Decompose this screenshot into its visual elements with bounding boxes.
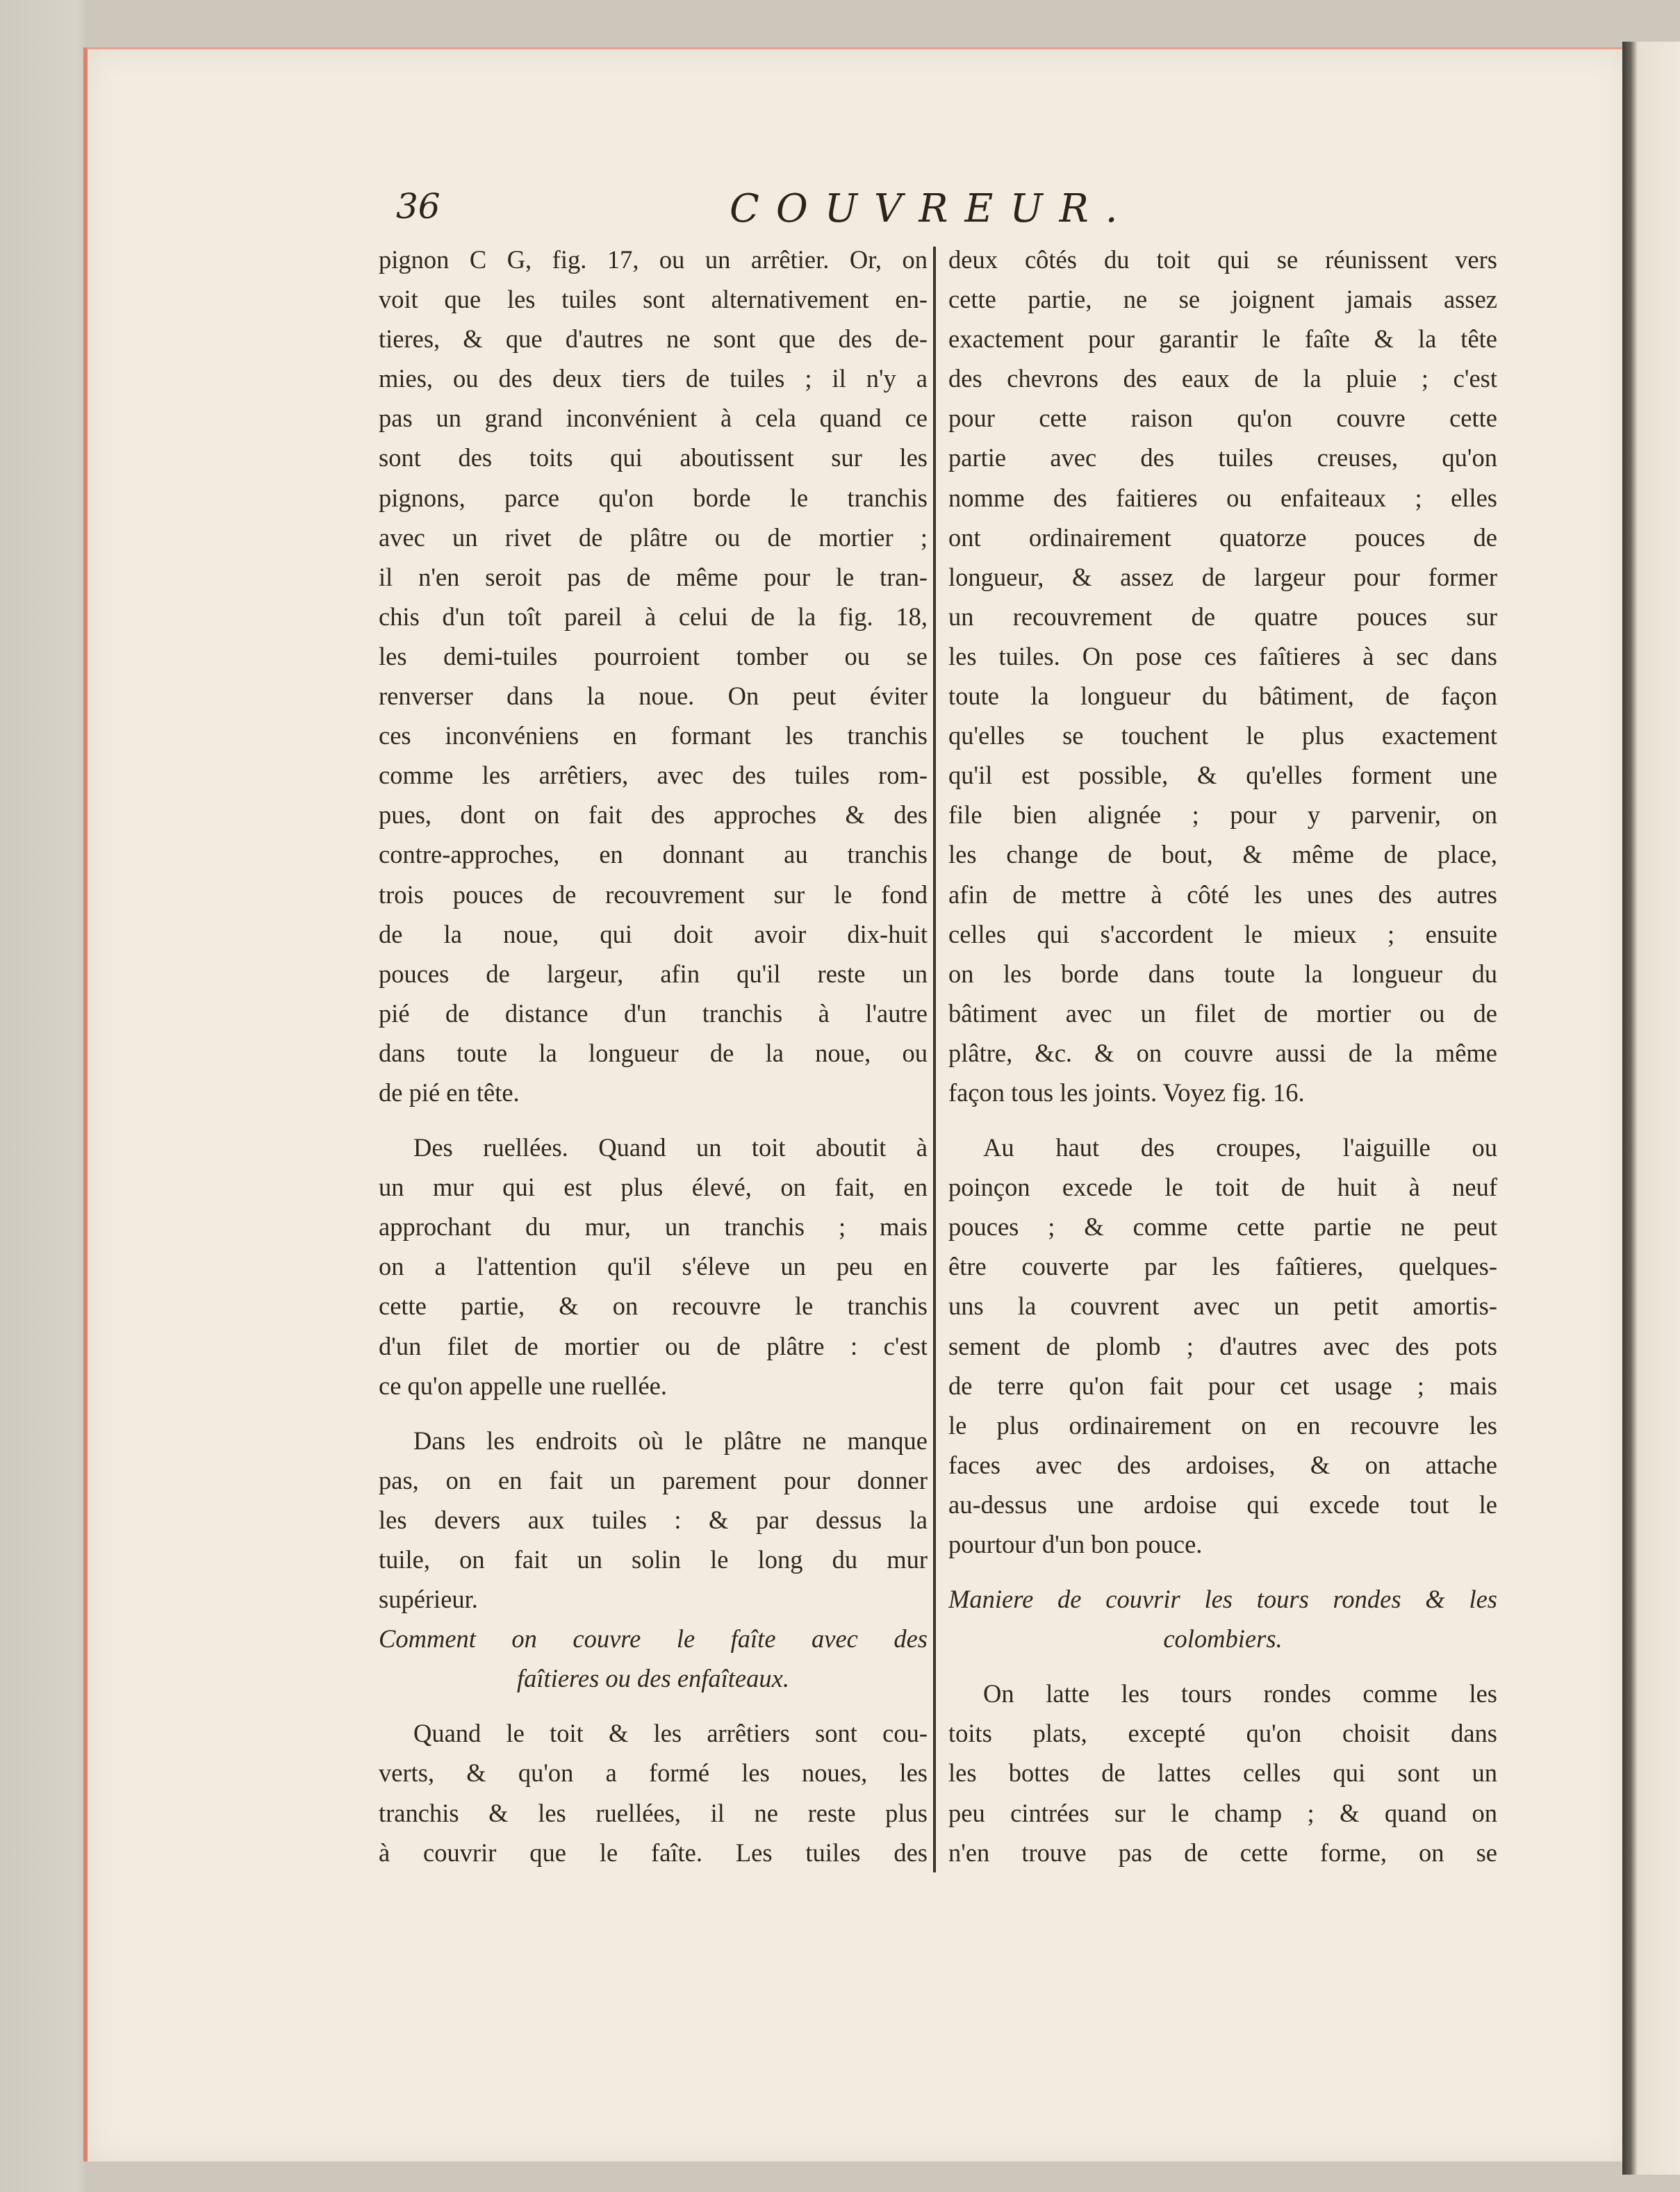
text-line: toits plats, excepté qu'on choisit dans (948, 1719, 1497, 1748)
text-line: exactement pour garantir le faîte & la tête (948, 324, 1497, 354)
text-line: trois pouces de recouvrement sur le fond (379, 880, 928, 909)
text-line: pignon C G, fig. 17, ou un arrêtier. Or, on (379, 245, 928, 274)
text-line: pignons, parce qu'on borde le tranchis (379, 483, 928, 512)
text-line: de la noue, qui doit avoir dix-huit (379, 919, 928, 948)
running-title: COUVREUR. (730, 186, 1135, 231)
text-line: les change de bout, & même de place, (948, 840, 1497, 869)
page-number: 36 (396, 186, 440, 226)
text-line: au-dessus une ardoise qui excede tout le (948, 1490, 1497, 1519)
text-line: On latte les tours rondes comme les (983, 1679, 1497, 1708)
text-line: pié de distance d'un tranchis à l'autre (379, 998, 928, 1028)
text-line: Des ruellées. Quand un toit aboutit à (413, 1133, 928, 1162)
text-line: être couverte par les faîtieres, quelques- (948, 1252, 1497, 1281)
text-line: sont des toits qui aboutissent sur les (379, 443, 928, 472)
text-line: pas, on en fait un parement pour donner (379, 1465, 928, 1494)
text-line: contre-approches, en donnant au tranchis (379, 840, 928, 869)
text-line: Au haut des croupes, l'aiguille ou (983, 1133, 1497, 1162)
text-line: cette partie, ne se joignent jamais assez (948, 285, 1497, 314)
text-line: tranchis & les ruellées, il ne reste plus (379, 1798, 928, 1827)
text-line: verts, & qu'on a formé les noues, les (379, 1758, 928, 1788)
heading-line: colombiers. (1163, 1624, 1283, 1654)
text-line: peu cintrées sur le champ ; & quand on (948, 1798, 1497, 1827)
text-line: file bien alignée ; pour y parvenir, on (948, 800, 1497, 830)
text-line: Dans les endroits où le plâtre ne manque (413, 1426, 928, 1455)
right-column (948, 240, 1497, 1872)
text-line: deux côtés du toit qui se réunissent vers (948, 245, 1497, 274)
text-line: ont ordinairement quatorze pouces de (948, 522, 1497, 552)
paragraph (379, 1128, 928, 1406)
text-line: pues, dont on fait des approches & des (379, 800, 928, 830)
text-line: tieres, & que d'autres ne sont que des de- (379, 324, 928, 354)
text-line: pourtour d'un bon pouce. (948, 1530, 1203, 1558)
text-line: tuile, on fait un solin le long du mur (379, 1545, 928, 1574)
paragraph (948, 1674, 1497, 1872)
heading-line: faîtieres ou des enfaîteaux. (517, 1664, 789, 1693)
heading-line: Comment on couvre le faîte avec des (379, 1624, 928, 1654)
text-line: un recouvrement de quatre pouces sur (948, 602, 1497, 631)
column-rule (933, 247, 936, 1872)
text-line: partie avec des tuiles creuses, qu'on (948, 443, 1497, 472)
text-line: pouces de largeur, afin qu'il reste un (379, 959, 928, 988)
text-line: le plus ordinairement on en recouvre les (948, 1410, 1497, 1440)
text-line: n'en trouve pas de cette forme, on se (948, 1838, 1497, 1867)
left-column (379, 240, 928, 1872)
text-line: Quand le toit & les arrêtiers sont cou- (413, 1719, 928, 1748)
text-line: pour cette raison qu'on couvre cette (948, 404, 1497, 433)
text-line: qu'elles se touchent le plus exactement (948, 721, 1497, 750)
text-line: toute la longueur du bâtiment, de façon (948, 682, 1497, 711)
text-line: à couvrir que le faîte. Les tuiles des (379, 1838, 928, 1867)
text-line: pas un grand inconvénient à cela quand ce (379, 404, 928, 433)
section-heading (379, 1619, 928, 1698)
text-line: avec un rivet de plâtre ou de mortier ; (379, 522, 928, 552)
text-line: poinçon excede le toit de huit à neuf (948, 1173, 1497, 1202)
text-line: supérieur. (379, 1585, 478, 1614)
text-line: on a l'attention qu'il s'éleve un peu en (379, 1252, 928, 1281)
text-line: renverser dans la noue. On peut éviter (379, 682, 928, 711)
text-line: de pié en tête. (379, 1078, 520, 1107)
text-line: cette partie, & on recouvre le tranchis (379, 1292, 928, 1321)
paragraph (948, 240, 1497, 1112)
text-line: un mur qui est plus élevé, on fait, en (379, 1173, 928, 1202)
text-line: faces avec des ardoises, & on attache (948, 1450, 1497, 1479)
text-line: ce qu'on appelle une ruellée. (379, 1371, 667, 1400)
text-line: bâtiment avec un filet de mortier ou de (948, 998, 1497, 1028)
text-line: sement de plomb ; d'autres avec des pots (948, 1331, 1497, 1360)
text-line: d'un filet de mortier ou de plâtre : c'est (379, 1331, 928, 1360)
text-line: les tuiles. On pose ces faîtieres à sec dans (948, 641, 1497, 670)
text-line: chis d'un toît pareil à celui de la fig. 18, (379, 602, 928, 631)
text-line: on les borde dans toute la longueur du (948, 959, 1497, 988)
text-line: dans toute la longueur de la noue, ou (379, 1038, 928, 1067)
facing-page-edge (1622, 42, 1680, 2175)
text-line: façon tous les joints. Voyez fig. 16. (948, 1078, 1305, 1107)
text-line: nomme des faitieres ou enfaiteaux ; elles (948, 483, 1497, 512)
text-line: mies, ou des deux tiers de tuiles ; il n'y a (379, 364, 928, 393)
text-line: plâtre, &c. & on couvre aussi de la même (948, 1038, 1497, 1067)
text-line: les devers aux tuiles : & par dessus la (379, 1505, 928, 1534)
paragraph (379, 1421, 928, 1619)
text-line: pouces ; & comme cette partie ne peut (948, 1212, 1497, 1242)
heading-line: Maniere de couvrir les tours rondes & les (948, 1585, 1497, 1614)
text-line: qu'il est possible, & qu'elles forment une (948, 761, 1497, 790)
text-line: voit que les tuiles sont alternativement en- (379, 285, 928, 314)
text-line: uns la couvrent avec un petit amortis- (948, 1292, 1497, 1321)
text-line: comme les arrêtiers, avec des tuiles rom- (379, 761, 928, 790)
paragraph (379, 1713, 928, 1872)
text-line: approchant du mur, un tranchis ; mais (379, 1212, 928, 1242)
text-line: des chevrons des eaux de la pluie ; c'est (948, 364, 1497, 393)
text-line: il n'en seroit pas de même pour le tran- (379, 562, 928, 591)
paragraph (948, 1128, 1497, 1564)
text-line: celles qui s'accordent le mieux ; ensuite (948, 919, 1497, 948)
text-line: de terre qu'on fait pour cet usage ; mais (948, 1371, 1497, 1400)
text-line: les demi-tuiles pourroient tomber ou se (379, 641, 928, 670)
text-line: ces inconvéniens en formant les tranchis (379, 721, 928, 750)
text-line: les bottes de lattes celles qui sont un (948, 1758, 1497, 1788)
section-heading (948, 1579, 1497, 1658)
paragraph (379, 240, 928, 1112)
text-line: longueur, & assez de largeur pour former (948, 562, 1497, 591)
text-line: afin de mettre à côté les unes des autres (948, 880, 1497, 909)
